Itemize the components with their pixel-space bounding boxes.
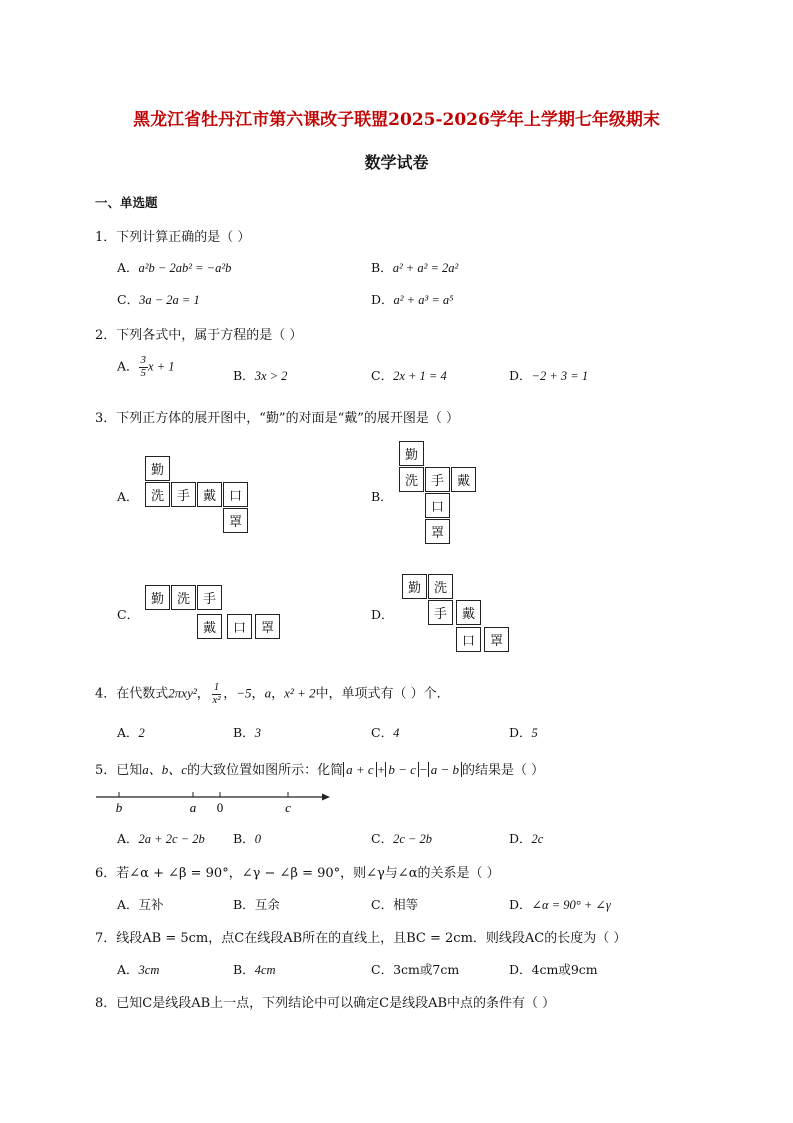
q6-option-b-text: 互余 [254, 897, 280, 912]
net-b-cell-zhao: 罩 [425, 519, 450, 544]
q6-option-c [371, 895, 418, 913]
q1-option-c [117, 290, 200, 308]
q1-option-c-label: C． [117, 292, 140, 307]
q4-option-d [509, 723, 538, 741]
q7-option-d-label: D． [509, 962, 532, 977]
net-d-cell-dai: 戴 [456, 600, 481, 625]
q3-option-b-label: B． [371, 489, 393, 504]
q7-option-a [117, 960, 159, 978]
q4-expr-2 [212, 682, 222, 706]
q6-option-b [233, 895, 280, 913]
q4-option-c [371, 723, 399, 741]
net-d-cell-qin: 勤 [402, 574, 427, 599]
exam-title: 黑龙江省牡丹江市第六课改子联盟2025-2026学年上学期七年级期末 [133, 110, 660, 130]
q6-option-b-label: B． [233, 897, 255, 912]
q5-option-d [509, 829, 543, 847]
net-a-cell-qin: 勤 [145, 456, 170, 481]
net-c-cell-kou: 口 [227, 614, 252, 639]
net-b-cell-shou: 手 [425, 467, 450, 492]
q6-option-c-label: C． [371, 897, 394, 912]
q1-option-a-label: A． [117, 260, 139, 275]
label-c: c [285, 800, 291, 815]
q4-option-a-label: A． [117, 725, 139, 740]
q1-option-b-text: a² + a² = 2a² [392, 261, 459, 275]
q2-option-b-text: 3x > 2 [254, 369, 288, 383]
q4-expr-2-denominator: x² [212, 693, 221, 706]
q5-stem-end: 的结果是（ ） [462, 763, 545, 778]
q5-abs-3: a − b [428, 762, 462, 777]
q7-option-b-label: B． [233, 962, 255, 977]
q6-option-c-text: 相等 [393, 897, 419, 912]
q3-option-d-label: D． [371, 607, 394, 622]
q2-option-a-label: A． [117, 358, 139, 374]
net-c-cell-shou: 手 [197, 585, 222, 610]
label-a: a [189, 800, 197, 815]
net-d-cell-kou: 口 [456, 627, 481, 652]
net-c-cell-xi: 洗 [171, 585, 196, 610]
net-c-cell-zhao: 罩 [255, 614, 280, 639]
number-line-arrow [322, 794, 330, 801]
q1-option-b [371, 258, 458, 276]
q4-expr-5: x² + 2 [284, 685, 316, 701]
net-b-cell-qin: 勤 [399, 441, 424, 466]
q5-vars: a、b、c [142, 762, 188, 777]
q4-option-a-text: 2 [138, 726, 145, 740]
q5-option-c [371, 829, 432, 847]
q1-option-d-label: D． [371, 292, 394, 307]
q5-abs-2: b − c [385, 762, 419, 777]
q2-option-c [371, 366, 447, 384]
q5-option-c-text: 2c − 2b [393, 832, 433, 846]
label-zero: 0 [216, 800, 224, 815]
q4-stem-start: 4．在代数式 [95, 686, 169, 702]
q2-option-a-rest: x + 1 [148, 359, 175, 374]
q4-option-a [117, 723, 145, 741]
q4-option-d-text: 5 [531, 726, 538, 740]
q5-option-a [117, 829, 205, 847]
q5-option-d-label: D． [509, 831, 532, 846]
q5-stem-start: 5．已知 [95, 763, 143, 778]
net-a-cell-dai: 戴 [197, 482, 222, 507]
q1-option-d-text: a² + a³ = a⁵ [393, 293, 454, 307]
q6-option-a-label: A． [117, 897, 139, 912]
q2-option-d [509, 366, 588, 384]
q7-option-c [371, 960, 459, 978]
question-8-stem: 8．已知C是线段AB上一点，下列结论中可以确定C是线段AB中点的条件有（ ） [95, 996, 556, 1011]
q6-option-d [509, 895, 611, 913]
q1-option-a [117, 258, 231, 276]
q1-option-a-text: a²b − 2ab² = −a²b [138, 261, 232, 275]
net-a-cell-zhao: 罩 [223, 508, 248, 533]
q4-option-d-label: D． [509, 725, 532, 740]
q7-option-b-text: 4cm [254, 963, 276, 977]
q2-a-numerator: 3 [140, 354, 147, 366]
q2-option-c-label: C． [371, 368, 394, 383]
q4-expr-3: −5 [236, 685, 252, 701]
question-7-stem: 7．线段AB = 5cm，点C在线段AB所在的直线上，且BC = 2cm．则线段AC的长度为（ ） [95, 931, 627, 946]
question-1-stem: 1．下列计算正确的是（ ） [95, 230, 251, 245]
net-d-cell-xi: 洗 [428, 574, 453, 599]
q4-option-b-text: 3 [254, 726, 261, 740]
question-5-stem [95, 759, 544, 778]
question-2-stem: 2．下列各式中，属于方程的是（ ） [95, 328, 303, 343]
q2-option-b [233, 366, 287, 384]
q7-option-b [233, 960, 276, 978]
q2-option-a-fraction [139, 355, 149, 379]
q4-option-c-label: C． [371, 725, 394, 740]
q6-option-a [117, 895, 164, 913]
q5-option-b-text: 0 [254, 832, 261, 846]
question-6-stem: 6．若∠α + ∠β = 90°，∠γ − ∠β = 90°，则∠γ与∠α的关系是（ ） [95, 866, 500, 881]
q5-abs-1: a + c [343, 762, 377, 777]
q7-option-d [509, 960, 598, 978]
q5-plus: + [376, 762, 386, 777]
q7-option-d-text: 4cm或9cm [531, 962, 598, 977]
q5-minus: − [418, 762, 428, 777]
net-c-cell-dai: 戴 [197, 614, 222, 639]
label-b: b [115, 800, 123, 815]
net-d-cell-shou: 手 [428, 600, 453, 625]
q2-option-d-label: D． [509, 368, 532, 383]
q5-option-c-label: C． [371, 831, 394, 846]
q4-expr-2-numerator: 1 [213, 681, 220, 693]
q4-option-b [233, 723, 261, 741]
number-line [90, 785, 340, 815]
q5-option-b [233, 829, 261, 847]
q7-option-c-label: C． [371, 962, 394, 977]
q4-stem-end: 中，单项式有（ ）个． [315, 686, 450, 702]
net-b-cell-xi: 洗 [399, 467, 424, 492]
q2-a-denominator: 5 [140, 366, 147, 379]
q4-option-c-text: 4 [393, 726, 400, 740]
net-c-cell-qin: 勤 [145, 585, 170, 610]
question-4-stem: 4．在代数式2πxy²， $\frac{1}{\text{x²}}$ ，−5，a，x² + 2中，单项式有（ ）个． [95, 681, 450, 706]
q6-option-d-text: ∠α = 90° + ∠γ [531, 898, 611, 912]
net-a-cell-xi: 洗 [145, 482, 170, 507]
exam-subtitle: 数学试卷 [364, 153, 429, 172]
q5-option-a-label: A． [117, 831, 139, 846]
net-a-cell-kou: 口 [223, 482, 248, 507]
q3-option-a-label: A． [117, 489, 139, 504]
section-heading: 一、单选题 [95, 195, 158, 210]
q7-option-a-text: 3cm [138, 963, 160, 977]
q3-option-c-label: C． [117, 607, 140, 622]
q2-option-c-text: 2x + 1 = 4 [393, 369, 447, 383]
q1-option-b-label: B． [371, 260, 393, 275]
q5-option-a-text: 2a + 2c − 2b [138, 832, 205, 846]
net-a-cell-shou: 手 [171, 482, 196, 507]
q1-option-c-text: 3a − 2a = 1 [139, 293, 200, 307]
q1-option-d [371, 290, 454, 308]
q4-expr-4: a [264, 685, 272, 701]
q4-option-b-label: B． [233, 725, 255, 740]
q6-option-a-text: 互补 [138, 897, 164, 912]
q7-option-a-label: A． [117, 962, 139, 977]
q2-option-a [117, 355, 175, 379]
q7-option-c-text: 3cm或7cm [393, 962, 460, 977]
q2-option-d-text: −2 + 3 = 1 [531, 369, 589, 383]
q5-stem-mid: 的大致位置如图所示：化简 [187, 763, 344, 778]
q2-option-b-label: B． [233, 368, 255, 383]
net-d-cell-zhao: 罩 [484, 627, 509, 652]
q5-option-d-text: 2c [531, 832, 544, 846]
net-b-cell-dai: 戴 [451, 467, 476, 492]
q4-expr-1: 2πxy² [168, 685, 197, 701]
q5-option-b-label: B． [233, 831, 255, 846]
question-3-stem: 3．下列正方体的展开图中，“勤”的对面是“戴”的展开图是（ ） [95, 411, 459, 426]
q6-option-d-label: D． [509, 897, 532, 912]
net-b-cell-kou: 口 [425, 493, 450, 518]
